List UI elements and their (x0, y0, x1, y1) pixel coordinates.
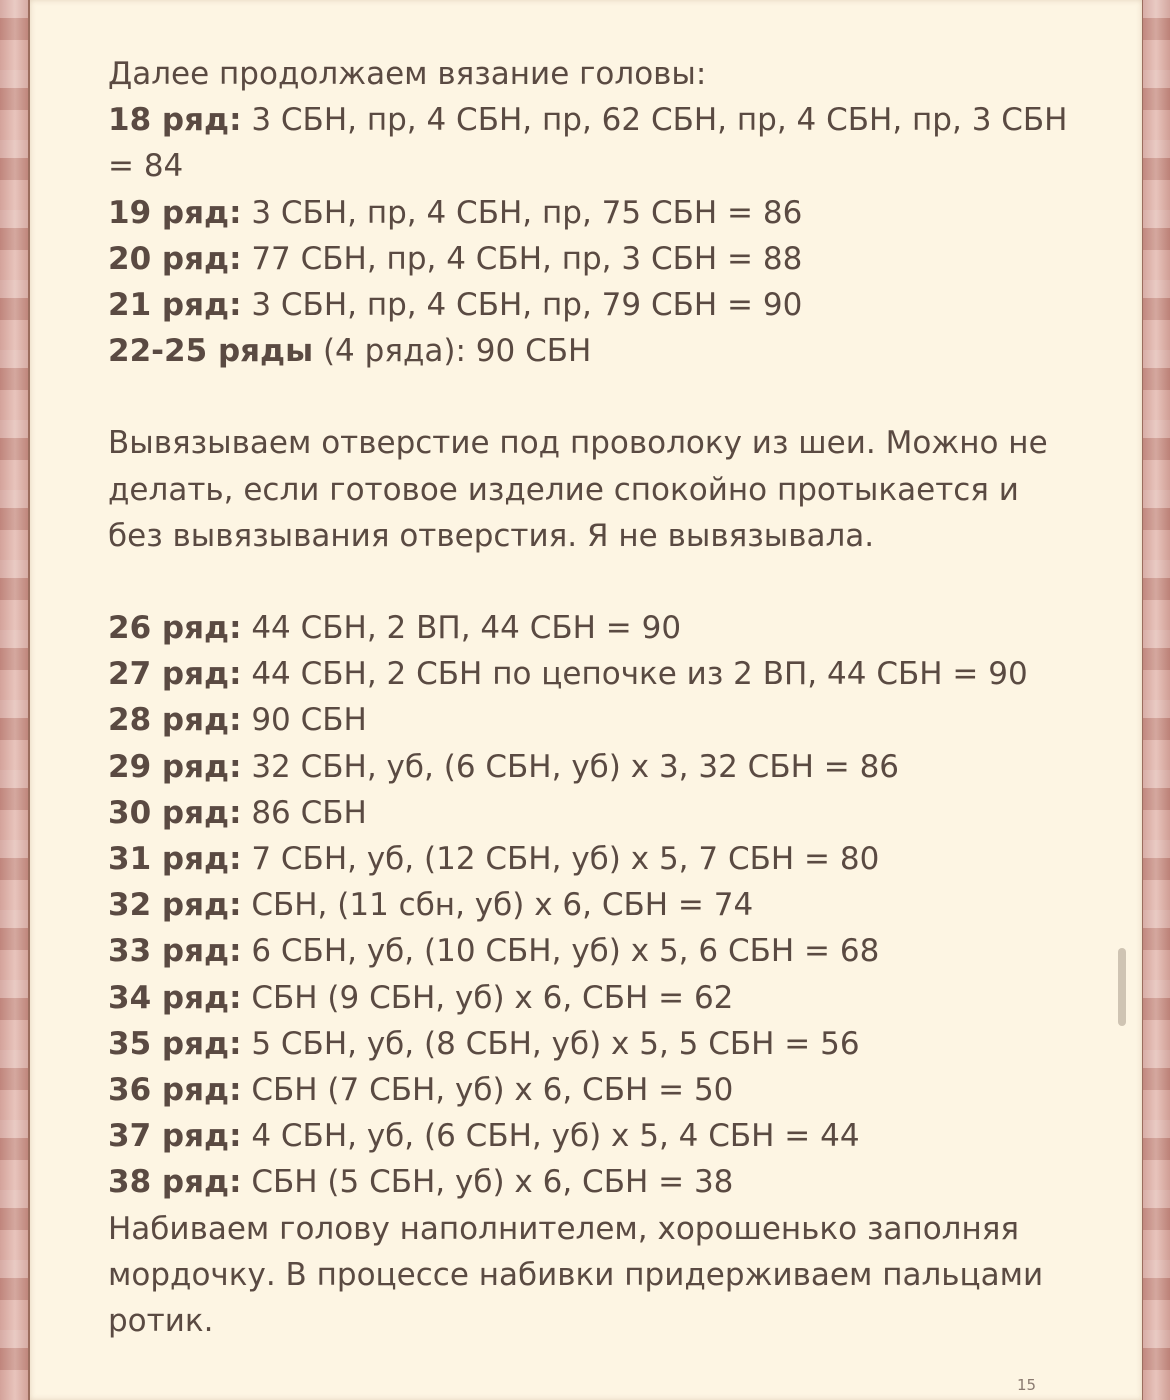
stuffing-note: Набиваем голову наполнителем, хорошенько заполняя мордочку. В процессе набивки придерживаем пальцами ротик. (108, 1210, 1044, 1340)
row-label: 36 ряд: (108, 1072, 242, 1109)
row-text: СБН (9 СБН, уб) х 6, СБН = 62 (241, 979, 734, 1016)
row-text: СБН (5 СБН, уб) х 6, СБН = 38 (241, 1164, 734, 1201)
row-text: 7 СБН, уб, (12 СБН, уб) х 5, 7 СБН = 80 (241, 841, 880, 878)
row-text: 3 СБН, пр, 4 СБН, пр, 62 СБН, пр, 4 СБН, пр, 3 СБН = 84 (108, 102, 1068, 185)
row-label: 18 ряд: (108, 102, 242, 139)
row-label: 21 ряд: (108, 287, 242, 324)
row-31 (108, 836, 1068, 882)
row-30 (108, 790, 1068, 836)
intro-text: Далее продолжаем вязание головы: (108, 56, 707, 92)
row-text: 86 СБН (241, 794, 367, 831)
row-34 (108, 975, 1068, 1021)
row-29 (108, 744, 1068, 790)
row-label: 35 ряд: (108, 1025, 242, 1062)
row-text: 90 СБН (241, 702, 367, 739)
row-26 (108, 605, 1068, 651)
row-label: 37 ряд: (108, 1118, 242, 1155)
row-text: СБН, (11 сбн, уб) х 6, СБН = 74 (241, 887, 754, 924)
row-text: (4 ряда): 90 СБН (313, 333, 592, 370)
scrollbar-thumb[interactable] (1118, 948, 1126, 1026)
row-28 (108, 697, 1068, 743)
rows-22-25 (108, 328, 1068, 374)
row-32 (108, 882, 1068, 928)
row-36 (108, 1067, 1068, 1113)
row-label: 31 ряд: (108, 841, 242, 878)
row-text: 6 СБН, уб, (10 СБН, уб) х 5, 6 СБН = 68 (241, 933, 880, 970)
paragraph-gap (108, 374, 1068, 420)
document-page[interactable] (30, 0, 1142, 1400)
row-text: 77 СБН, пр, 4 СБН, пр, 3 СБН = 88 (241, 240, 803, 277)
row-19 (108, 190, 1068, 236)
row-20 (108, 236, 1068, 282)
page-number: 15 (1017, 1376, 1037, 1394)
document-content (108, 51, 1068, 1344)
row-text: СБН (7 СБН, уб) х 6, СБН = 50 (241, 1072, 734, 1109)
row-label: 29 ряд: (108, 748, 242, 785)
row-label: 32 ряд: (108, 887, 242, 924)
row-text: 32 СБН, уб, (6 СБН, уб) х 3, 32 СБН = 86 (241, 748, 900, 785)
row-33 (108, 928, 1068, 974)
row-text: 5 СБН, уб, (8 СБН, уб) х 5, 5 СБН = 56 (241, 1025, 860, 1062)
row-label: 20 ряд: (108, 240, 242, 277)
row-label: 30 ряд: (108, 794, 242, 831)
row-text: 3 СБН, пр, 4 СБН, пр, 75 СБН = 86 (241, 194, 803, 231)
row-37 (108, 1113, 1068, 1159)
wire-hole-note: Вывязываем отверстие под проволоку из шеи. Можно не делать, если готовое изделие спокойно протыкается и без вывязывания отверстия. Я не вывязывала. (108, 425, 1048, 554)
paragraph-gap (108, 559, 1068, 605)
decorative-border-right (1142, 0, 1170, 1400)
row-label: 19 ряд: (108, 194, 242, 231)
row-text: 44 СБН, 2 СБН по цепочке из 2 ВП, 44 СБН = 90 (241, 656, 1028, 693)
row-27 (108, 651, 1068, 697)
row-18 (108, 97, 1068, 189)
row-38 (108, 1159, 1068, 1205)
row-35 (108, 1021, 1068, 1067)
row-label: 34 ряд: (108, 979, 242, 1016)
row-label: 22-25 ряды (108, 333, 314, 370)
row-label: 27 ряд: (108, 656, 242, 693)
row-text: 4 СБН, уб, (6 СБН, уб) х 5, 4 СБН = 44 (241, 1118, 860, 1155)
decorative-border-left (0, 0, 30, 1400)
row-21 (108, 282, 1068, 328)
row-label: 28 ряд: (108, 702, 242, 739)
row-label: 26 ряд: (108, 610, 242, 647)
row-text: 44 СБН, 2 ВП, 44 СБН = 90 (241, 610, 682, 647)
row-label: 33 ряд: (108, 933, 242, 970)
row-label: 38 ряд: (108, 1164, 242, 1201)
row-text: 3 СБН, пр, 4 СБН, пр, 79 СБН = 90 (241, 287, 803, 324)
